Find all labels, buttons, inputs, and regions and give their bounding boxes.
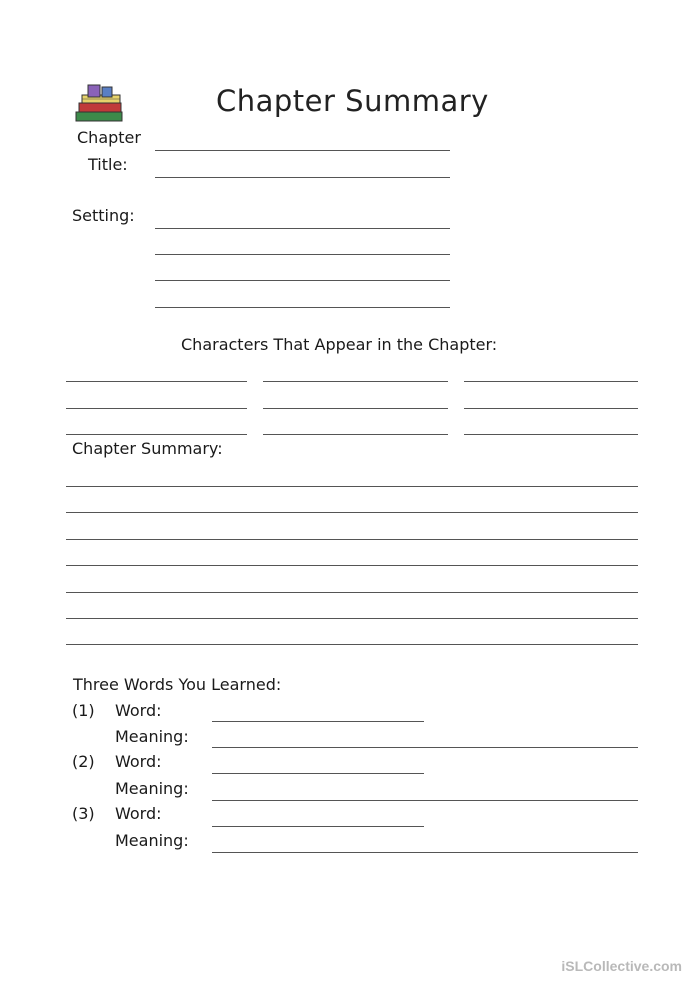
summary-line[interactable] [66,539,638,540]
setting-line[interactable] [155,307,450,308]
setting-line[interactable] [155,280,450,281]
word-line[interactable] [212,721,424,722]
chapter-title-label-line1: Chapter [77,128,141,147]
meaning-label: Meaning: [115,727,189,746]
word-number: (3) [72,804,95,823]
summary-label: Chapter Summary: [72,439,223,458]
meaning-line[interactable] [212,747,638,748]
summary-line[interactable] [66,644,638,645]
meaning-label: Meaning: [115,779,189,798]
character-line[interactable] [464,381,638,382]
words-heading: Three Words You Learned: [73,675,282,694]
setting-label: Setting: [72,206,135,225]
chapter-title-label-line2: Title: [88,155,128,174]
character-line[interactable] [263,408,448,409]
word-line[interactable] [212,826,424,827]
characters-heading: Characters That Appear in the Chapter: [181,335,498,354]
character-line[interactable] [464,408,638,409]
page-title: Chapter Summary [216,84,489,118]
word-number: (1) [72,701,95,720]
books-icon [74,84,128,124]
chapter-title-line[interactable] [155,150,450,151]
character-line[interactable] [263,381,448,382]
character-line[interactable] [66,381,247,382]
meaning-line[interactable] [212,800,638,801]
summary-line[interactable] [66,592,638,593]
word-label: Word: [115,701,162,720]
setting-line[interactable] [155,228,450,229]
meaning-label: Meaning: [115,831,189,850]
character-line[interactable] [66,408,247,409]
summary-line[interactable] [66,486,638,487]
chapter-title-line[interactable] [155,177,450,178]
setting-line[interactable] [155,254,450,255]
word-number: (2) [72,752,95,771]
word-label: Word: [115,804,162,823]
meaning-line[interactable] [212,852,638,853]
summary-line[interactable] [66,618,638,619]
word-label: Word: [115,752,162,771]
watermark: iSLCollective.com [561,958,682,974]
character-line[interactable] [464,434,638,435]
character-line[interactable] [66,434,247,435]
summary-line[interactable] [66,565,638,566]
character-line[interactable] [263,434,448,435]
summary-line[interactable] [66,512,638,513]
word-line[interactable] [212,773,424,774]
